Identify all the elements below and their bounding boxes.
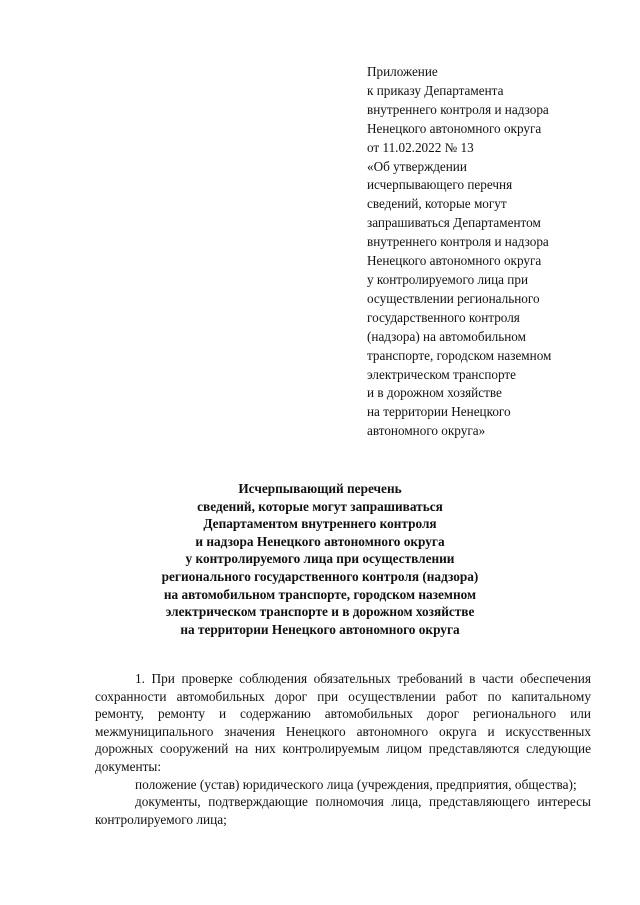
appendix-line: «Об утверждении	[367, 158, 467, 174]
appendix-block	[367, 63, 627, 441]
body-paragraph: 1. При проверке соблюдения обязательных требований в части обеспечения сохранности автомобильных дорог при осуществлении работ по капитальному ремонту, ремонту и содержанию автомобильных дорог регионального или межмуниципального значения Ненецкого автономного округа и искусственных дорожных сооружений на них контролируемым лицом представляются следующие документы:	[95, 671, 591, 774]
appendix-line: сведений, которые могут	[367, 196, 507, 212]
document-title	[60, 480, 580, 638]
appendix-line: запрашиваться Департаментом	[367, 215, 541, 231]
body-paragraph: положение (устав) юридического лица (учреждения, предприятия, общества);	[135, 776, 577, 792]
appendix-line: к приказу Департамента	[367, 82, 504, 98]
appendix-line: осуществлении регионального	[367, 290, 540, 306]
title-line: регионального государственного контроля (надзора)	[161, 568, 479, 584]
title-line: Исчерпывающий перечень	[238, 481, 402, 496]
appendix-line: от 11.02.2022 № 13	[367, 139, 474, 155]
title-line: сведений, которые могут запрашиваться	[197, 498, 443, 514]
appendix-line: автономного округа»	[367, 423, 486, 439]
title-line: Департаментом внутреннего контроля	[203, 516, 437, 532]
appendix-line: внутреннего контроля и надзора	[367, 101, 549, 117]
appendix-line: (надзора) на автомобильном	[367, 328, 526, 344]
appendix-line: исчерпывающего перечня	[367, 177, 513, 193]
appendix-line: Ненецкого автономного округа	[367, 253, 542, 269]
title-line: у контролируемого лица при осуществлении	[185, 551, 455, 567]
appendix-line: внутреннего контроля и надзора	[367, 234, 549, 250]
document-body	[95, 670, 591, 828]
title-line: и надзора Ненецкого автономного округа	[195, 533, 445, 549]
title-line: на территории Ненецкого автономного округа	[180, 621, 460, 637]
appendix-line: у контролируемого лица при	[367, 271, 529, 287]
appendix-line: транспорте, городском наземном	[367, 347, 552, 363]
appendix-line: электрическом транспорте	[367, 366, 517, 382]
appendix-line: на территории Ненецкого	[367, 404, 511, 420]
title-line: на автомобильном транспорте, городском наземном	[163, 586, 477, 602]
appendix-line: государственного контроля	[367, 309, 520, 325]
appendix-line: Ненецкого автономного округа	[367, 120, 542, 136]
body-paragraph: документы, подтверждающие полномочия лица, представляющего интересы контролируемого лица;	[95, 794, 591, 827]
appendix-line: Приложение	[367, 64, 438, 79]
title-line: электрическом транспорте и в дорожном хозяйстве	[165, 604, 475, 620]
appendix-line: и в дорожном хозяйстве	[367, 385, 502, 401]
